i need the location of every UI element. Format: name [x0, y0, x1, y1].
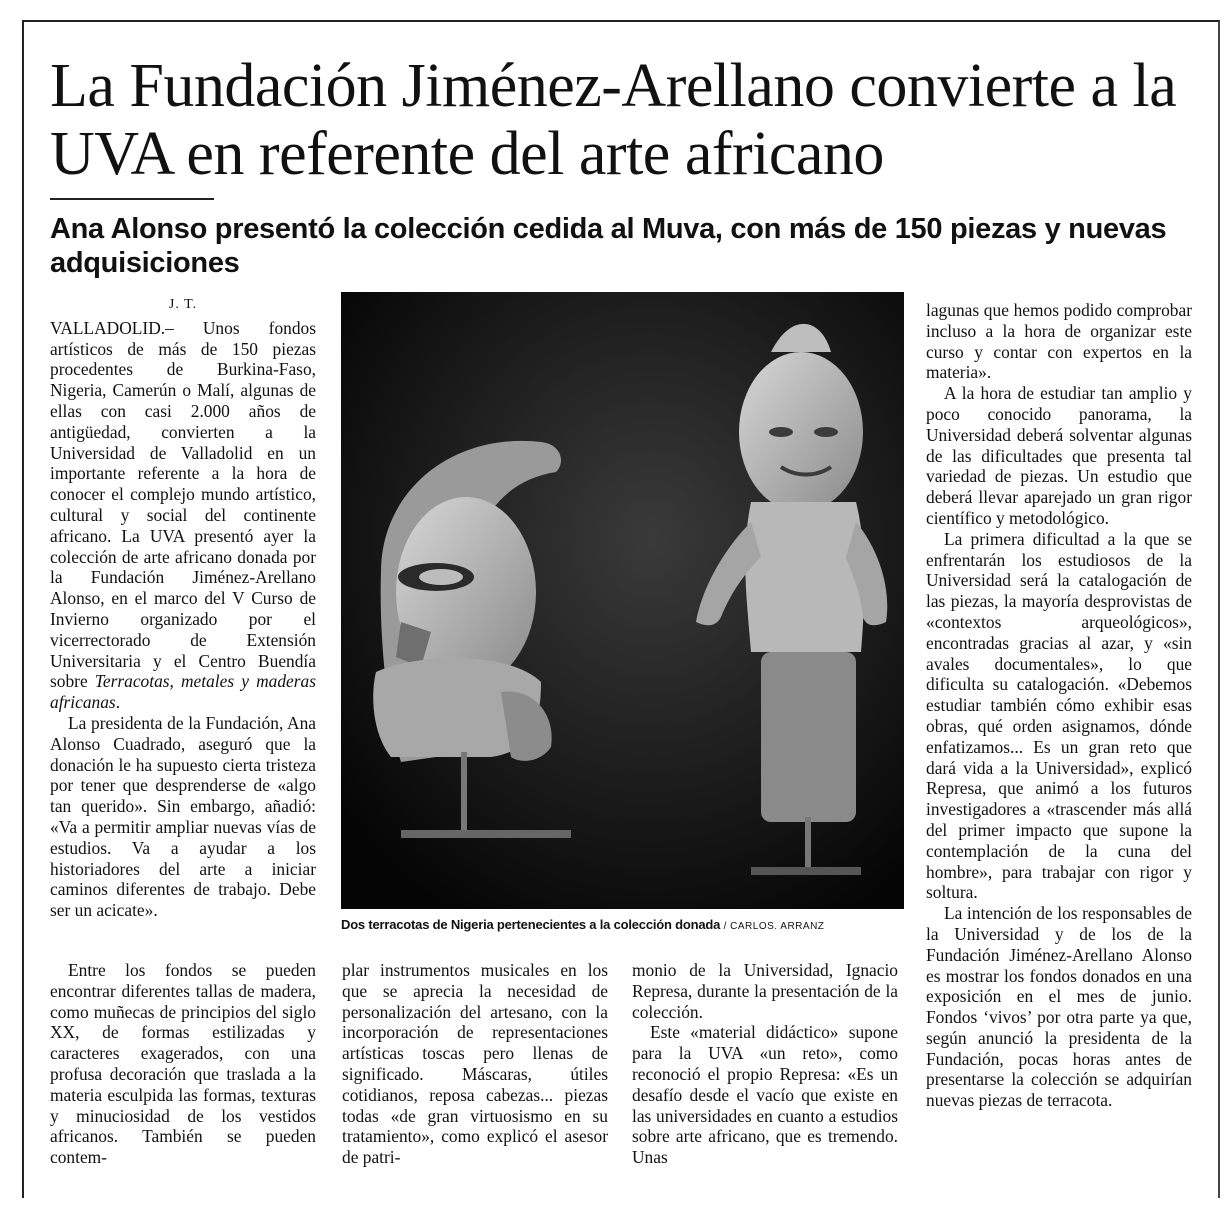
- paragraph: A la hora de estudiar tan amplio y poco conocido panorama, la Universidad deberá solventar algunas de las dificultades que presenta tal variedad de piezas. Un estudio que deberá llevar aparejado un gran rigor científico y metodológico.: [926, 383, 1192, 528]
- paragraph: lagunas que hemos podido comprobar incluso a la hora de organizar este curso y contar con expertos en la materia».: [926, 300, 1192, 383]
- terracotta-sculptures-image: [341, 292, 904, 909]
- column-2: [342, 960, 608, 1168]
- divider-rule: [50, 198, 214, 200]
- column-1: [50, 295, 316, 921]
- photo-caption: Dos terracotas de Nigeria pertenecientes a la colección donada / CARLOS. ARRANZ: [341, 917, 825, 932]
- paragraph: La intención de los responsables de la Universidad y de los de la Fundación Jiménez-Arellano Alonso es mostrar los fondos donados en una exposición en el mes de junio. Fondos ‘vivos’ por otra parte ya que, según anunció la presidenta de la Fundación, pocas horas antes de presentarse la colección se adquirían nuevas piezas de terracota.: [926, 903, 1192, 1111]
- paragraph: La primera dificultad a la que se enfrentarán los estudiosos de la Universidad será la catalogación de las piezas, la mayoría desprovistas de «contextos arqueológicos», encontradas gracias al azar, y «sin avales documentales», lo que dificulta su catalogación. «Debemos estudiar también cómo exhibir esas obras, qué orden asignamos, dónde enfatizamos... Es un gran reto que dará vida a la Universidad», explicó Represa, que animó a los futuros investigadores a «trascender más allá del primer impacto que supone la contemplación de la cuna del hombre», para trabajar con rigor y soltura.: [926, 528, 1192, 903]
- column-4: [926, 300, 1192, 1111]
- photo-terracottas: [341, 292, 904, 909]
- paragraph: monio de la Universidad, Ignacio Represa, durante la presentación de la colección.: [632, 960, 898, 1022]
- column-3: [632, 960, 898, 1168]
- byline: J. T.: [168, 297, 198, 312]
- paragraph: Entre los fondos se pueden encontrar diferentes tallas de madera, como muñecas de principios del siglo XX, de formas estilizadas y caracteres exagerados, con una profusa decoración que traslada a la materia esculpida las formas, texturas y minuciosidad de los vestidos africanos. También se pueden contem-: [50, 960, 316, 1168]
- subheadline: Ana Alonso presentó la colección cedida al Muva, con más de 150 piezas y nuevas adquisiciones: [50, 213, 1167, 279]
- headline: La Fundación Jiménez-Arellano convierte a la UVA en referente del arte africano: [50, 52, 1177, 188]
- column-1-continued: [50, 960, 316, 1168]
- paragraph: Este «material didáctico» supone para la UVA «un reto», como reconoció el propio Represa: «Es un desafío desde el vacío que existe en las universidades en cuanto a estudios sobre arte africano, que es tremendo. Unas: [632, 1022, 898, 1168]
- paragraph: plar instrumentos musicales en los que se aprecia la necesidad de personalización del artesano, con la incorporación de representaciones artísticas toscas pero llenas de significado. Máscaras, útiles cotidianos, reposa cabezas... piezas todas «de gran virtuosismo en su tratamiento», como explicó el asesor de patri-: [342, 960, 608, 1168]
- photo-credit: / CARLOS. ARRANZ: [723, 921, 825, 932]
- paragraph: VALLADOLID.– Unos fondos artísticos de más de 150 piezas procedentes de Burkina-Faso, Nigeria, Camerún o Malí, algunas de ellas con casi 2.000 años de antigüedad, convierten a la Universidad de Valladolid en un importante referente a la hora de conocer el complejo mundo artístico, cultural y social del continente africano. La UVA presentó ayer la colección de arte africano donada por la Fundación Jiménez-Arellano Alonso, en el marco del V Curso de Invierno organizado por el vicerrectorado de Extensión Universitaria y el Centro Buendía sobre Terracotas, metales y maderas africanas.: [50, 317, 316, 713]
- paragraph: La presidenta de la Fundación, Ana Alonso Cuadrado, aseguró que la donación le ha supuesto cierta tristeza por tener que desprenderse de «algo tan querido». Sin embargo, añadió: «Va a permitir ampliar nuevas vías de estudios. Va a ayudar a los historiadores del arte a iniciar caminos diferentes de trabajo. Debe ser un acicate».: [50, 712, 316, 921]
